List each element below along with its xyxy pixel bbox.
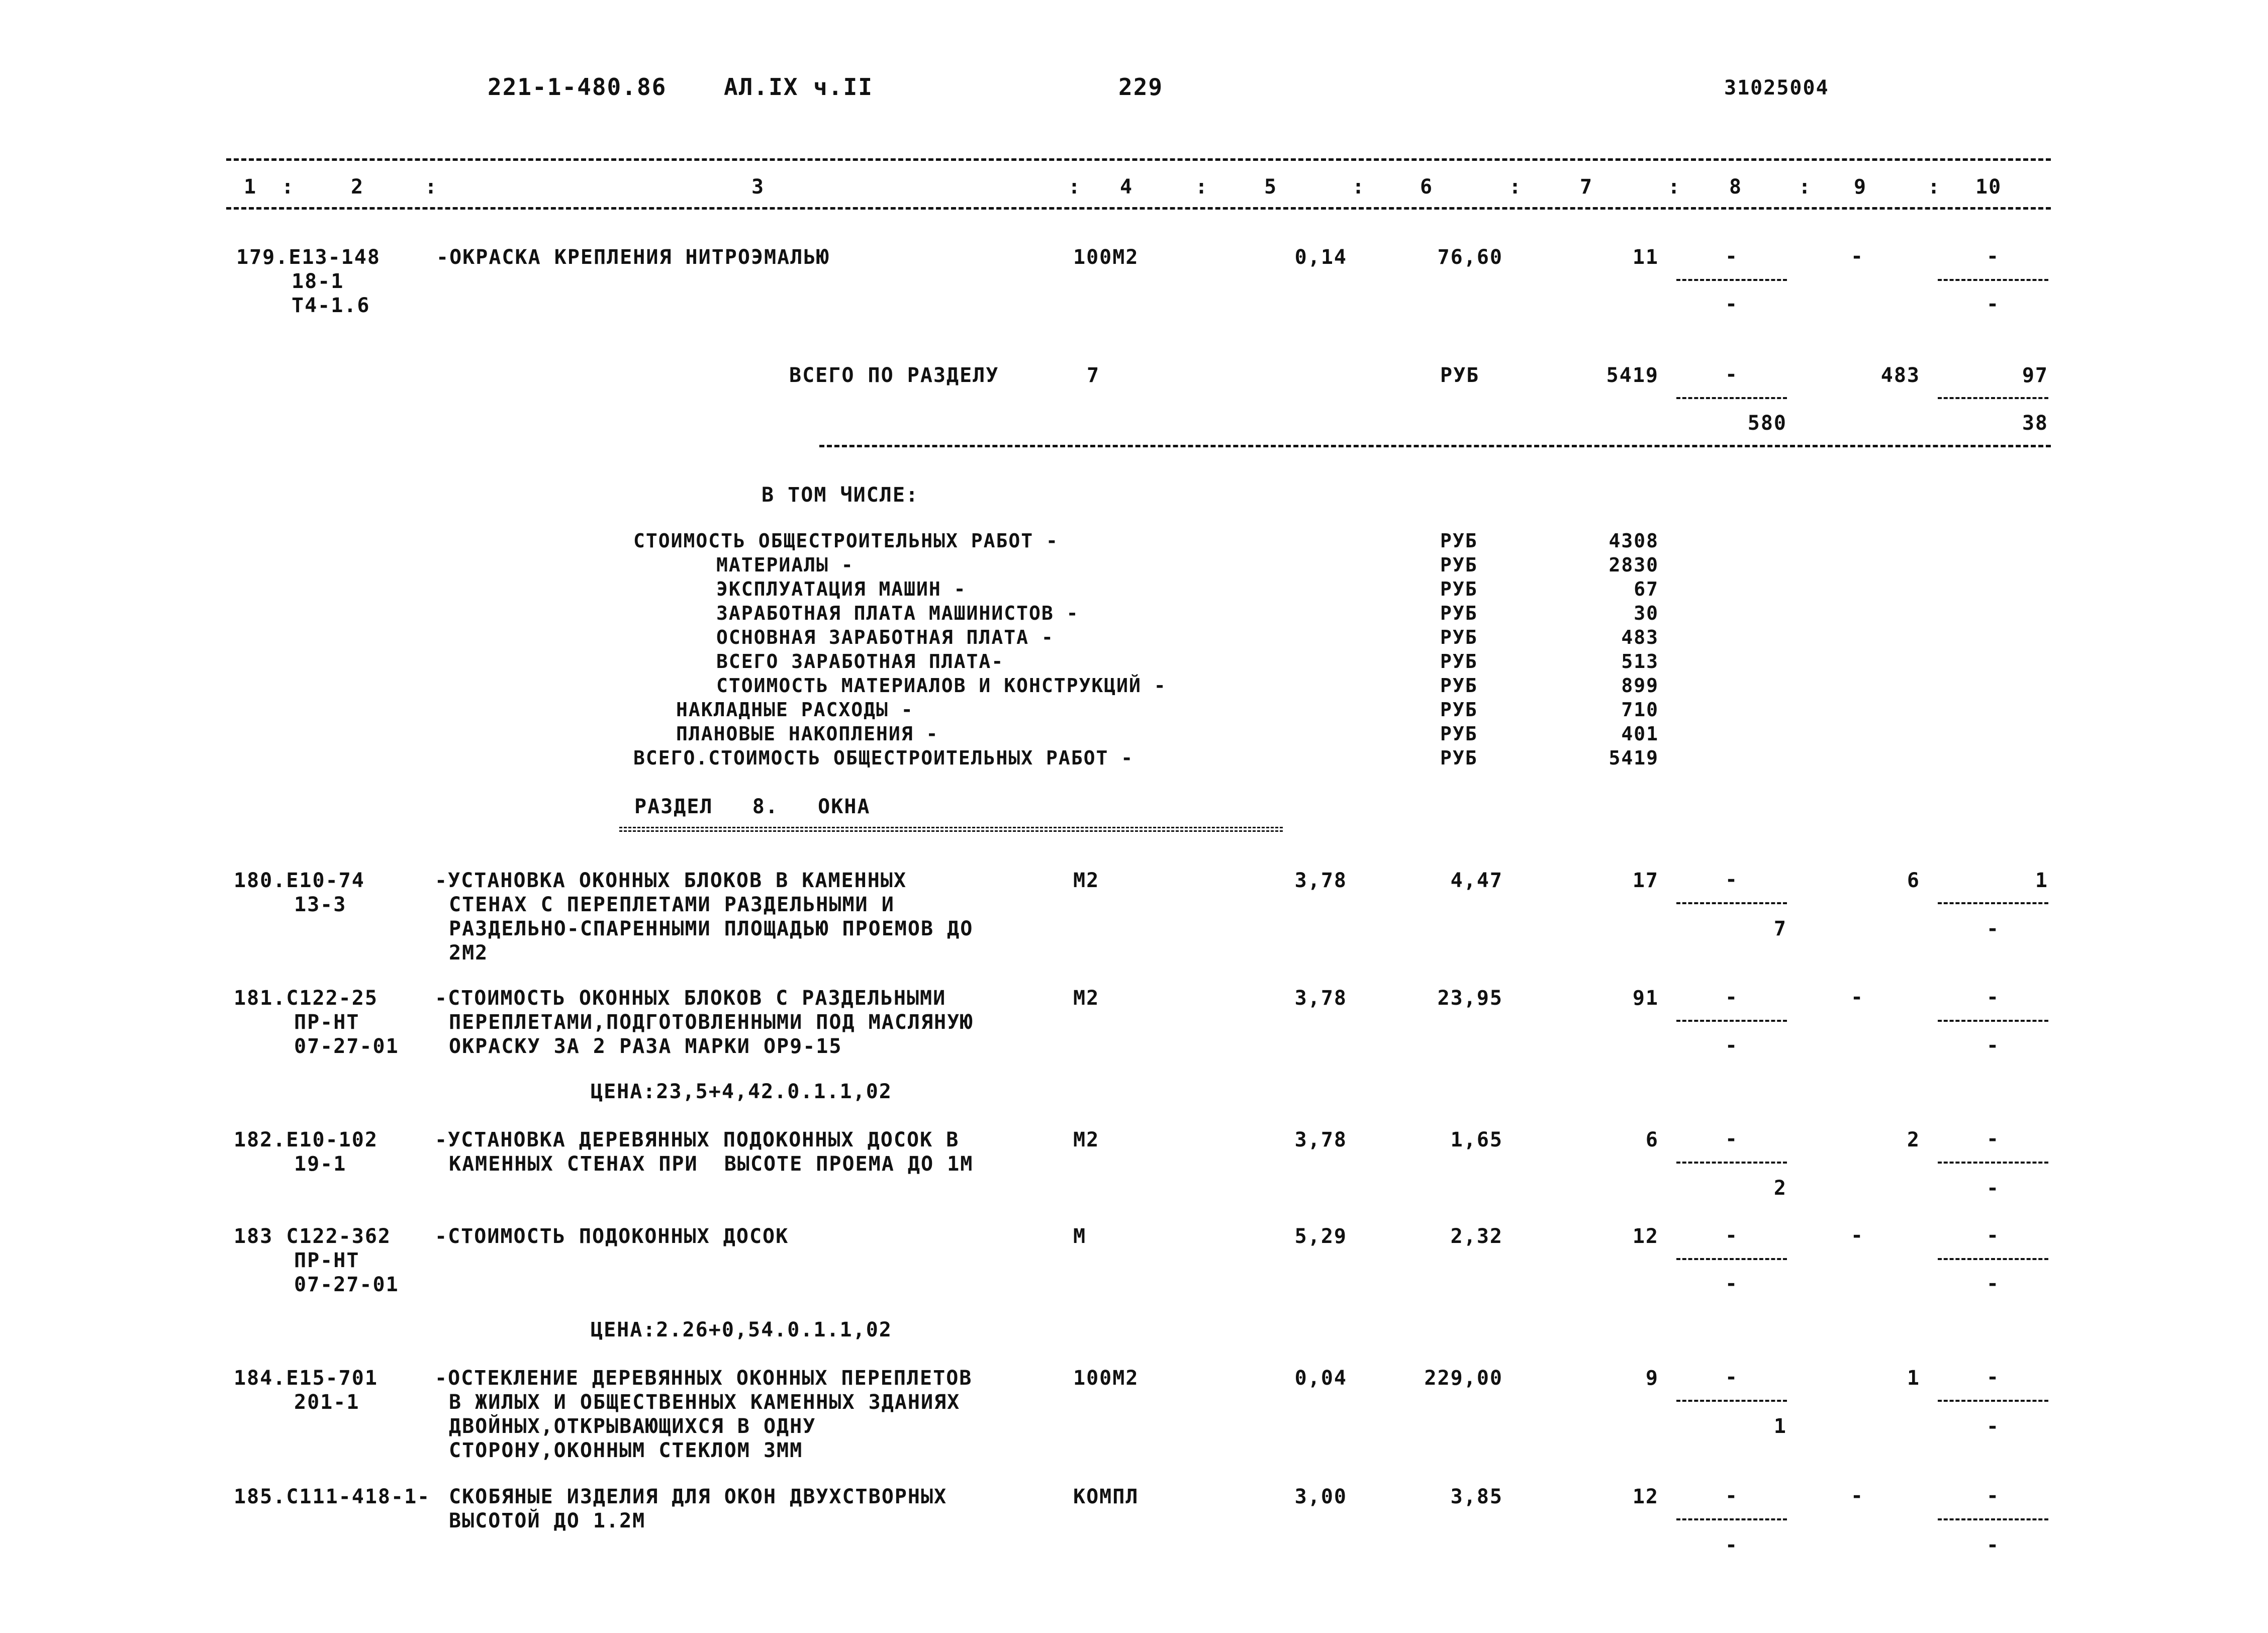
fraction-rule (1676, 397, 1787, 399)
column-separator: : (1195, 175, 1209, 199)
summary-label: СТОИМОСТЬ МАТЕРИАЛОВ И КОНСТРУКЦИЙ - (716, 675, 1167, 697)
row-col8-bottom: - (1725, 293, 1739, 316)
row-col8-top: - (1725, 986, 1739, 1009)
fraction-rule (1676, 1162, 1787, 1164)
column-separator: : (1928, 175, 1941, 199)
row-unit-price: 23,95 (1437, 987, 1503, 1010)
summary-label: ОСНОВНАЯ ЗАРАБОТНАЯ ПЛАТА - (716, 626, 1054, 648)
row-description: -УСТАНОВКА ОКОННЫХ БЛОКОВ В КАМЕННЫХ (435, 869, 907, 892)
summary-value: 899 (1621, 675, 1659, 697)
album-reference: АЛ.IX ч.II (724, 73, 873, 101)
row-col8-bottom: - (1725, 1034, 1739, 1057)
row-total: 17 (1632, 869, 1659, 892)
row-col10-bottom: - (1986, 1034, 2000, 1057)
row-unit: 100М2 (1073, 1367, 1139, 1390)
summary-unit: РУБ (1440, 650, 1478, 673)
row-description: -ОКРАСКА КРЕПЛЕНИЯ НИТРОЭМАЛЬЮ (436, 246, 830, 269)
summary-label: СТОИМОСТЬ ОБЩЕСТРОИТЕЛЬНЫХ РАБОТ - (633, 530, 1059, 552)
row-code: 182.Е10-102 (234, 1128, 378, 1151)
row-col10-bottom: - (1986, 917, 2000, 940)
summary-value: 30 (1634, 602, 1659, 624)
row-col9: 1 (1907, 1367, 1920, 1390)
summary-unit: РУБ (1440, 530, 1478, 552)
column-header-4: 4 (1120, 175, 1133, 199)
row-unit-price: 76,60 (1437, 246, 1503, 269)
column-separator: : (1352, 175, 1366, 199)
row-description: СТЕНАХ С ПЕРЕПЛЕТАМИ РАЗДЕЛЬНЫМИ И (449, 893, 895, 916)
row-col10-top: - (1986, 1366, 2000, 1389)
row-total: 9 (1645, 1367, 1659, 1390)
row-unit: М (1073, 1225, 1087, 1248)
row-col8-top: - (1725, 1484, 1739, 1507)
row-col8-bottom: 2 (1773, 1177, 1787, 1200)
table-header-rule (226, 207, 2051, 210)
summary-heading: В ТОМ ЧИСЛЕ: (762, 484, 919, 507)
section-total-col8-bottom: 580 (1747, 412, 1787, 435)
row-unit: КОМПЛ (1073, 1485, 1139, 1508)
row-col9: 6 (1907, 869, 1920, 892)
row-quantity: 0,14 (1294, 246, 1347, 269)
row-code: 184.Е15-701 (234, 1367, 378, 1390)
row-code-norm: ПР-НТ (294, 1011, 360, 1034)
column-separator: : (1509, 175, 1523, 199)
row-quantity: 3,78 (1294, 1128, 1347, 1151)
section-total-value: 5419 (1606, 364, 1659, 387)
row-col8-top: - (1725, 1224, 1739, 1247)
row-total: 12 (1632, 1225, 1659, 1248)
column-header-2: 2 (351, 175, 364, 199)
row-description: -СТОИМОСТЬ ОКОННЫХ БЛОКОВ С РАЗДЕЛЬНЫМИ (435, 987, 947, 1010)
fraction-rule (1676, 1258, 1787, 1260)
column-header-6: 6 (1420, 175, 1434, 199)
row-col9: - (1850, 1484, 1864, 1507)
column-header-7: 7 (1580, 175, 1593, 199)
fraction-rule (1676, 1020, 1787, 1022)
row-col8-top: - (1725, 245, 1739, 268)
column-header-9: 9 (1854, 175, 1867, 199)
row-col10-top: - (1986, 1224, 2000, 1247)
row-col10-top: - (1986, 245, 2000, 268)
row-col10-top: 1 (2035, 869, 2048, 892)
row-col8-top: - (1725, 868, 1739, 891)
row-description: -ОСТЕКЛЕНИЕ ДЕРЕВЯННЫХ ОКОННЫХ ПЕРЕПЛЕТОВ (435, 1367, 973, 1390)
row-description: КАМЕННЫХ СТЕНАХ ПРИ ВЫСОТЕ ПРОЕМА ДО 1М (449, 1152, 974, 1176)
document-code: 221-1-480.86 (488, 73, 667, 101)
summary-unit: РУБ (1440, 602, 1478, 624)
column-header-1: 1 (244, 175, 257, 199)
fraction-rule (1938, 397, 2048, 399)
row-code: 180.Е10-74 (234, 869, 365, 892)
row-description: 2М2 (449, 941, 489, 965)
row-col8-bottom: 7 (1773, 917, 1787, 940)
row-unit: М2 (1073, 1128, 1100, 1151)
row-quantity: 3,78 (1294, 869, 1347, 892)
row-col8-bottom: 1 (1773, 1415, 1787, 1438)
summary-label: ВСЕГО ЗАРАБОТНАЯ ПЛАТА- (716, 650, 1004, 673)
column-separator: : (281, 175, 295, 199)
row-col10-bottom: - (1986, 1533, 2000, 1557)
row-unit: М2 (1073, 987, 1100, 1010)
row-col10-bottom: - (1986, 1415, 2000, 1438)
price-formula: ЦЕНА:2.26+0,54.0.1.1,02 (591, 1318, 892, 1341)
section-total-col8-top: - (1725, 363, 1739, 386)
summary-value: 483 (1621, 626, 1659, 648)
column-separator: : (1799, 175, 1812, 199)
row-col8-bottom: - (1725, 1272, 1739, 1295)
column-header-8: 8 (1729, 175, 1743, 199)
column-separator: : (1068, 175, 1082, 199)
fraction-rule (1676, 1400, 1787, 1402)
row-description: -УСТАНОВКА ДЕРЕВЯННЫХ ПОДОКОННЫХ ДОСОК В (435, 1128, 960, 1151)
summary-unit: РУБ (1440, 747, 1478, 769)
row-col9: - (1850, 245, 1864, 268)
row-total: 12 (1632, 1485, 1659, 1508)
row-code-norm: 18-1 (292, 270, 344, 293)
row-description: СКОБЯНЫЕ ИЗДЕЛИЯ ДЛЯ ОКОН ДВУХСТВОРНЫХ (449, 1485, 948, 1508)
column-separator: : (1668, 175, 1681, 199)
summary-value: 2830 (1609, 554, 1659, 576)
summary-label: МАТЕРИАЛЫ - (716, 554, 854, 576)
row-unit-price: 2,32 (1450, 1225, 1503, 1248)
row-total: 6 (1645, 1128, 1659, 1151)
summary-value: 401 (1621, 723, 1659, 745)
fraction-rule (1938, 1400, 2048, 1402)
summary-value: 710 (1621, 699, 1659, 721)
row-col10-bottom: - (1986, 1177, 2000, 1200)
row-code-coef: 07-27-01 (294, 1273, 399, 1296)
row-col9: - (1850, 986, 1864, 1009)
row-unit-price: 4,47 (1450, 869, 1503, 892)
fraction-rule (1938, 902, 2048, 904)
row-description: В ЖИЛЫХ И ОБЩЕСТВЕННЫХ КАМЕННЫХ ЗДАНИЯХ (449, 1391, 961, 1414)
row-col10-top: - (1986, 1127, 2000, 1150)
row-total: 91 (1632, 987, 1659, 1010)
section-total-col10-top: 97 (2022, 364, 2048, 387)
fraction-rule (1676, 1518, 1787, 1520)
row-code-norm: 19-1 (294, 1152, 347, 1176)
summary-value: 67 (1634, 578, 1659, 600)
section-total-rule (819, 445, 2051, 447)
summary-unit: РУБ (1440, 675, 1478, 697)
fraction-rule (1938, 1518, 2048, 1520)
fraction-rule (1938, 1258, 2048, 1260)
summary-label: ЭКСПЛУАТАЦИЯ МАШИН - (716, 578, 967, 600)
summary-unit: РУБ (1440, 578, 1478, 600)
table-top-rule (226, 158, 2051, 161)
fraction-rule (1676, 279, 1787, 281)
row-description: ДВОЙНЫХ,ОТКРЫВАЮЩИХСЯ В ОДНУ (449, 1415, 816, 1438)
row-quantity: 5,29 (1294, 1225, 1347, 1248)
row-code-norm: ПР-НТ (294, 1249, 360, 1272)
fraction-rule (1938, 1020, 2048, 1022)
row-code: 183 С122-362 (234, 1225, 391, 1248)
summary-label: ПЛАНОВЫЕ НАКОПЛЕНИЯ - (676, 723, 939, 745)
row-col10-top: - (1986, 1484, 2000, 1507)
row-col9: 2 (1907, 1128, 1920, 1151)
page-number: 229 (1118, 73, 1164, 101)
row-quantity: 0,04 (1294, 1367, 1347, 1390)
summary-label: ЗАРАБОТНАЯ ПЛАТА МАШИНИСТОВ - (716, 602, 1079, 624)
column-header-5: 5 (1264, 175, 1278, 199)
row-unit-price: 229,00 (1424, 1367, 1503, 1390)
summary-unit: РУБ (1440, 699, 1478, 721)
section-total-label: ВСЕГО ПО РАЗДЕЛУ (789, 364, 999, 387)
summary-value: 5419 (1609, 747, 1659, 769)
section-total-number: 7 (1087, 364, 1100, 387)
row-code-coef: 07-27-01 (294, 1035, 399, 1058)
row-description: -СТОИМОСТЬ ПОДОКОННЫХ ДОСОК (435, 1225, 789, 1248)
summary-value: 4308 (1609, 530, 1659, 552)
row-code-coef: Т4-1.6 (292, 294, 370, 317)
row-description: СТОРОНУ,ОКОННЫМ СТЕКЛОМ 3ММ (449, 1439, 803, 1462)
row-col8-top: - (1725, 1127, 1739, 1150)
column-separator: : (425, 175, 438, 199)
row-col9: - (1850, 1224, 1864, 1247)
row-quantity: 3,78 (1294, 987, 1347, 1010)
summary-label: НАКЛАДНЫЕ РАСХОДЫ - (676, 699, 914, 721)
summary-unit: РУБ (1440, 554, 1478, 576)
row-unit: М2 (1073, 869, 1100, 892)
section-total-col9: 483 (1880, 364, 1920, 387)
row-col10-bottom: - (1986, 1272, 2000, 1295)
row-description: РАЗДЕЛЬНО-СПАРЕННЫМИ ПЛОЩАДЬЮ ПРОЕМОВ ДО (449, 917, 974, 940)
row-unit: 100М2 (1073, 246, 1139, 269)
summary-value: 513 (1621, 650, 1659, 673)
section-total-unit: РУБ (1440, 364, 1480, 387)
row-col10-bottom: - (1986, 293, 2000, 316)
row-description: ПЕРЕПЛЕТАМИ,ПОДГОТОВЛЕННЫМИ ПОД МАСЛЯНУЮ (449, 1011, 974, 1034)
row-description: ВЫСОТОЙ ДО 1.2М (449, 1509, 646, 1532)
row-code: 179.Е13-148 (236, 246, 381, 269)
summary-unit: РУБ (1440, 626, 1478, 648)
row-quantity: 3,00 (1294, 1485, 1347, 1508)
price-formula: ЦЕНА:23,5+4,42.0.1.1,02 (591, 1080, 892, 1103)
row-col8-bottom: - (1725, 1533, 1739, 1557)
row-col10-top: - (1986, 986, 2000, 1009)
row-code-norm: 13-3 (294, 893, 347, 916)
row-unit-price: 1,65 (1450, 1128, 1503, 1151)
fraction-rule (1938, 1162, 2048, 1164)
section-total-col10-bottom: 38 (2022, 412, 2048, 435)
row-unit-price: 3,85 (1450, 1485, 1503, 1508)
row-total: 11 (1632, 246, 1659, 269)
fraction-rule (1938, 279, 2048, 281)
summary-unit: РУБ (1440, 723, 1478, 745)
section-heading: РАЗДЕЛ 8. ОКНА (634, 795, 871, 818)
row-code-norm: 201-1 (294, 1391, 360, 1414)
row-description: ОКРАСКУ ЗА 2 РАЗА МАРКИ ОР9-15 (449, 1035, 842, 1058)
row-code: 181.С122-25 (234, 987, 378, 1010)
row-col8-top: - (1725, 1366, 1739, 1389)
column-header-3: 3 (751, 175, 765, 199)
row-code: 185.С111-418-1- (234, 1485, 431, 1508)
summary-label: ВСЕГО.СТОИМОСТЬ ОБЩЕСТРОИТЕЛЬНЫХ РАБОТ - (633, 747, 1134, 769)
fraction-rule (1676, 902, 1787, 904)
document-number: 31025004 (1724, 76, 1829, 100)
column-header-10: 10 (1975, 175, 2002, 199)
section-heading-underline (619, 827, 1283, 832)
